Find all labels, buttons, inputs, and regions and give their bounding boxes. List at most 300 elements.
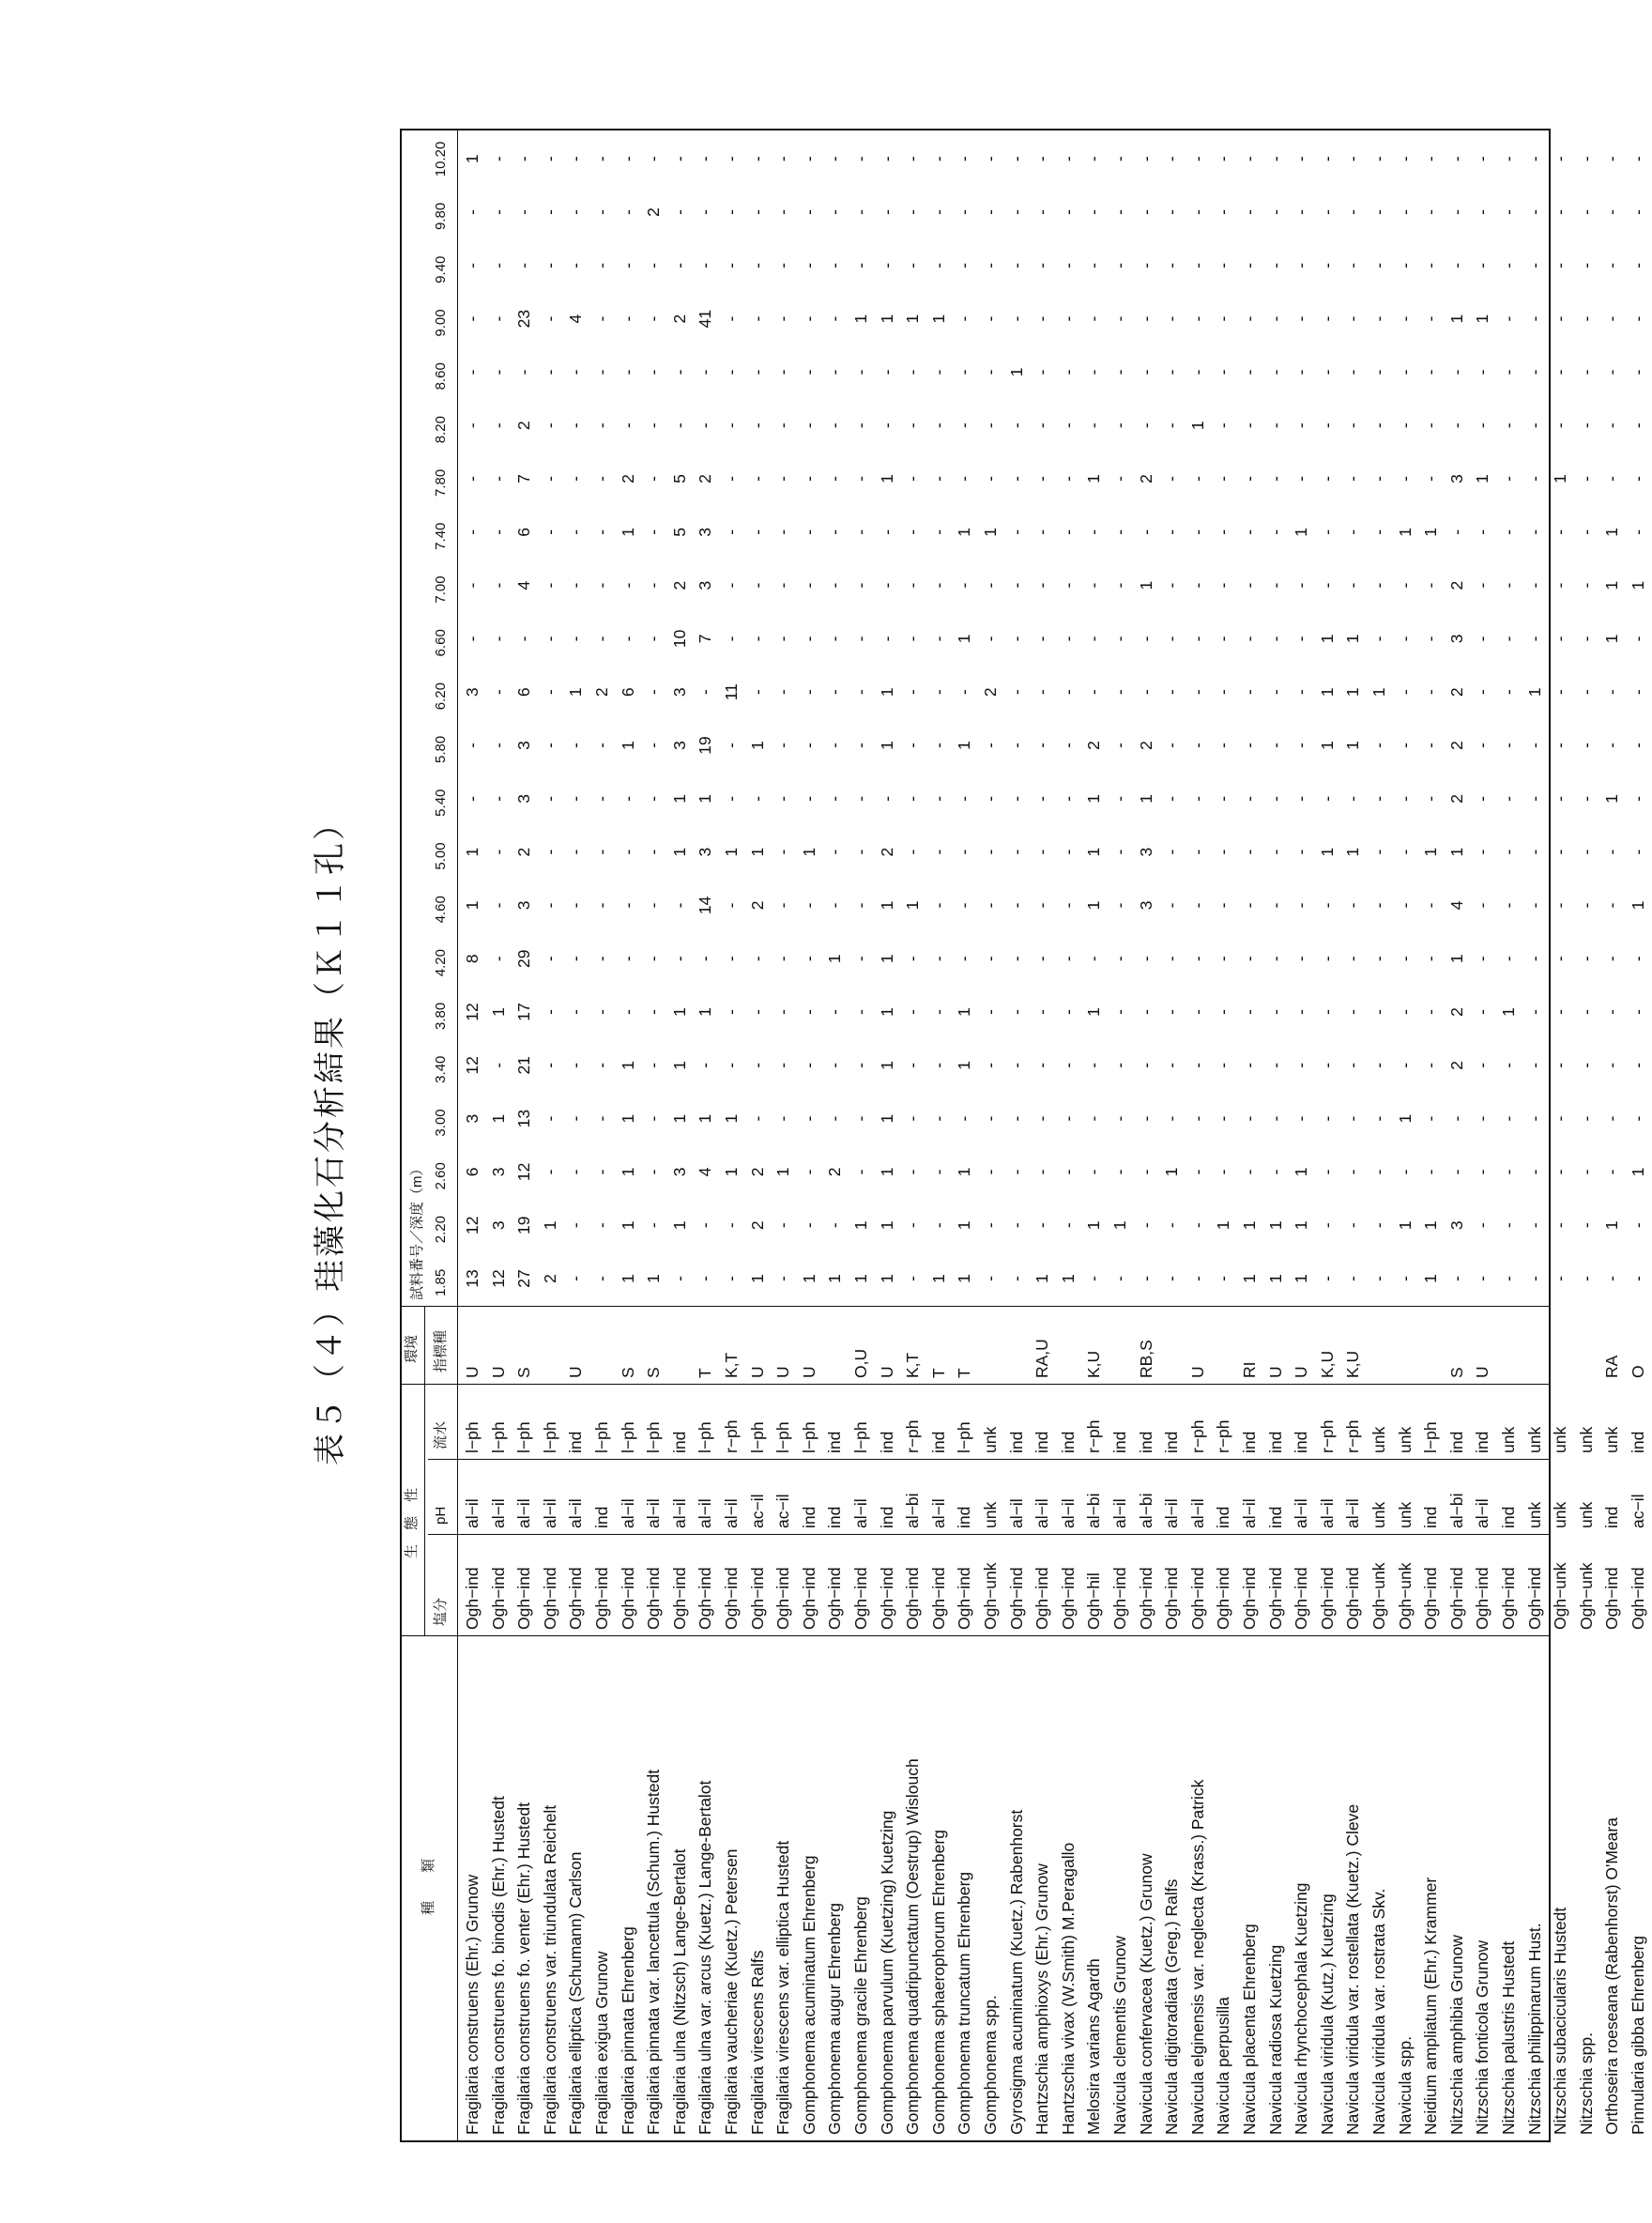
count-value: - bbox=[696, 422, 715, 429]
depth-label: 1.85 bbox=[433, 1268, 449, 1296]
count-value: - bbox=[1395, 1169, 1415, 1175]
count-value: - bbox=[1032, 689, 1052, 696]
depth-label: 10.20 bbox=[433, 141, 449, 177]
count-value: - bbox=[1240, 1009, 1259, 1015]
ph-value: al−il bbox=[669, 1498, 689, 1528]
count-value: - bbox=[1369, 529, 1388, 535]
count-value: - bbox=[540, 315, 559, 322]
species-name: Navicula viridula (Kutz.) Kuetzing bbox=[1317, 1893, 1337, 2135]
ph-value: al−il bbox=[1006, 1498, 1026, 1528]
salinity-value: Ogh−ind bbox=[799, 1567, 818, 1630]
count-value: - bbox=[1214, 529, 1233, 535]
depth-label: 8.60 bbox=[433, 362, 449, 391]
count-value: 1 bbox=[1395, 527, 1415, 537]
count-value: - bbox=[1214, 582, 1233, 589]
count-value: - bbox=[1058, 529, 1078, 535]
count-value: - bbox=[592, 209, 611, 215]
count-value: - bbox=[1317, 902, 1337, 909]
count-value: - bbox=[928, 422, 948, 429]
table-row bbox=[1626, 130, 1652, 2140]
count-value: - bbox=[1240, 582, 1259, 589]
count-value: - bbox=[1343, 1115, 1363, 1122]
count-value: - bbox=[1110, 689, 1129, 696]
count-value: - bbox=[1240, 315, 1259, 322]
count-value: - bbox=[1292, 476, 1311, 482]
count-value: - bbox=[1473, 422, 1492, 429]
count-value: - bbox=[463, 369, 482, 376]
count-value: - bbox=[1006, 956, 1026, 962]
count-value: - bbox=[1317, 476, 1337, 482]
current-value: l−ph bbox=[696, 1421, 715, 1453]
count-value: 7 bbox=[514, 474, 534, 483]
count-value: - bbox=[1240, 369, 1259, 376]
count-value: - bbox=[1058, 1115, 1078, 1122]
ph-value: al−il bbox=[644, 1498, 664, 1528]
count-value: - bbox=[1629, 1009, 1647, 1015]
count-value: - bbox=[540, 422, 559, 429]
count-value: - bbox=[1214, 956, 1233, 962]
count-value: - bbox=[1006, 529, 1026, 535]
count-value: - bbox=[1136, 369, 1155, 376]
indicator-value: RA bbox=[1602, 1355, 1622, 1378]
count-value: - bbox=[669, 902, 689, 909]
count-value: - bbox=[1265, 743, 1285, 748]
count-value: - bbox=[1032, 262, 1052, 268]
count-value: - bbox=[799, 1009, 818, 1015]
count-value: 1 bbox=[669, 847, 689, 857]
count-value: - bbox=[1551, 1169, 1570, 1175]
depth-label: 5.40 bbox=[433, 789, 449, 817]
count-value: 1 bbox=[955, 527, 974, 537]
count-value: - bbox=[1473, 209, 1492, 215]
indicator-value: RI bbox=[1240, 1361, 1259, 1378]
count-value: 1 bbox=[488, 1007, 508, 1017]
count-value: - bbox=[1110, 1169, 1129, 1175]
count-value: - bbox=[1499, 795, 1518, 802]
count-value: - bbox=[463, 743, 482, 748]
current-value: ind bbox=[669, 1431, 689, 1453]
count-value: - bbox=[1032, 422, 1052, 429]
count-value: - bbox=[877, 582, 896, 589]
indicator-value: T bbox=[955, 1368, 974, 1378]
count-value: - bbox=[1265, 582, 1285, 589]
count-value: - bbox=[1058, 956, 1078, 962]
count-value: - bbox=[1524, 315, 1544, 322]
count-value: - bbox=[981, 315, 1000, 322]
count-value: - bbox=[1110, 422, 1129, 429]
count-value: - bbox=[1421, 582, 1441, 589]
count-value: - bbox=[1058, 476, 1078, 482]
count-value: - bbox=[1162, 1062, 1182, 1068]
count-value: 1 bbox=[1084, 793, 1104, 804]
count-value: - bbox=[1551, 422, 1570, 429]
count-value: - bbox=[618, 902, 637, 909]
count-value: - bbox=[540, 636, 559, 642]
count-value: 2 bbox=[1446, 1007, 1466, 1017]
count-value: 4 bbox=[514, 580, 534, 590]
count-value: - bbox=[877, 156, 896, 162]
count-value: 1 bbox=[1602, 793, 1622, 804]
count-value: - bbox=[1265, 1062, 1285, 1068]
count-value: - bbox=[773, 795, 793, 802]
count-value: - bbox=[1576, 1222, 1596, 1229]
current-value: r−ph bbox=[1187, 1419, 1207, 1453]
count-value: - bbox=[1006, 209, 1026, 215]
count-value: 1 bbox=[877, 1060, 896, 1070]
count-value: - bbox=[773, 636, 793, 642]
salinity-value: Ogh−ind bbox=[1058, 1567, 1078, 1630]
salinity-value: Ogh−ind bbox=[1473, 1567, 1492, 1630]
count-value: - bbox=[1317, 315, 1337, 322]
salinity-value: Ogh−ind bbox=[1317, 1567, 1337, 1630]
count-value: - bbox=[1576, 1169, 1596, 1175]
count-value: - bbox=[1032, 956, 1052, 962]
count-value: - bbox=[644, 582, 664, 589]
current-value: unk bbox=[1499, 1426, 1518, 1453]
count-value: - bbox=[1136, 262, 1155, 268]
count-value: - bbox=[1524, 795, 1544, 802]
count-value: - bbox=[592, 369, 611, 376]
count-value: - bbox=[540, 849, 559, 855]
table-row bbox=[1445, 130, 1471, 2140]
count-value: - bbox=[1136, 956, 1155, 962]
count-value: - bbox=[1576, 156, 1596, 162]
count-value: 1 bbox=[463, 900, 482, 911]
table-row bbox=[1393, 130, 1419, 2140]
count-value: - bbox=[1214, 636, 1233, 642]
count-value: - bbox=[773, 422, 793, 429]
count-value: - bbox=[1292, 315, 1311, 322]
count-value: - bbox=[1292, 795, 1311, 802]
count-value: - bbox=[1395, 209, 1415, 215]
ph-value: al−il bbox=[540, 1498, 559, 1528]
count-value: - bbox=[877, 369, 896, 376]
indicator-value: O bbox=[1629, 1365, 1647, 1378]
count-value: - bbox=[1576, 849, 1596, 855]
count-value: 1 bbox=[1602, 634, 1622, 644]
count-value: - bbox=[644, 156, 664, 162]
count-value: - bbox=[1524, 476, 1544, 482]
count-value: - bbox=[1214, 369, 1233, 376]
count-value: - bbox=[903, 956, 923, 962]
count-value: - bbox=[488, 529, 508, 535]
count-value: - bbox=[540, 369, 559, 376]
ph-value: al−il bbox=[1240, 1498, 1259, 1528]
count-value: 17 bbox=[514, 1003, 534, 1021]
species-name: Fragilaria construens fo. binodis (Ehr.) Hustedt bbox=[488, 1796, 508, 2135]
count-value: - bbox=[1058, 369, 1078, 376]
count-value: - bbox=[1187, 1169, 1207, 1175]
ph-value: al−il bbox=[1032, 1498, 1052, 1528]
count-value: - bbox=[1343, 902, 1363, 909]
count-value: - bbox=[1136, 689, 1155, 696]
count-value: - bbox=[1602, 1062, 1622, 1068]
count-value: - bbox=[1499, 1169, 1518, 1175]
table-row bbox=[1599, 130, 1626, 2140]
count-value: - bbox=[1629, 369, 1647, 376]
count-value: - bbox=[1499, 209, 1518, 215]
count-value: - bbox=[1602, 156, 1622, 162]
count-value: - bbox=[928, 156, 948, 162]
count-value: - bbox=[1162, 315, 1182, 322]
count-value: - bbox=[1162, 956, 1182, 962]
count-value: - bbox=[1110, 262, 1129, 268]
salinity-value: Ogh−ind bbox=[903, 1567, 923, 1630]
count-value: - bbox=[592, 1169, 611, 1175]
count-value: 1 bbox=[1084, 900, 1104, 911]
count-value: - bbox=[592, 743, 611, 748]
count-value: - bbox=[1265, 476, 1285, 482]
count-value: - bbox=[981, 902, 1000, 909]
count-value: - bbox=[747, 156, 767, 162]
count-value: - bbox=[592, 582, 611, 589]
ph-value: unk bbox=[1576, 1501, 1596, 1528]
table-header bbox=[402, 130, 458, 2140]
count-value: - bbox=[1187, 262, 1207, 268]
count-value: - bbox=[1499, 1222, 1518, 1229]
count-value: - bbox=[773, 743, 793, 748]
count-value: - bbox=[1136, 1115, 1155, 1122]
count-value: - bbox=[747, 582, 767, 589]
count-value: - bbox=[1058, 582, 1078, 589]
count-value: - bbox=[1421, 1062, 1441, 1068]
count-value: - bbox=[1499, 369, 1518, 376]
count-value: - bbox=[618, 369, 637, 376]
count-value: - bbox=[644, 956, 664, 962]
count-value: - bbox=[1576, 315, 1596, 322]
count-value: - bbox=[1162, 156, 1182, 162]
count-value: - bbox=[928, 582, 948, 589]
count-value: 1 bbox=[955, 1007, 974, 1017]
count-value: - bbox=[1006, 849, 1026, 855]
count-value: 1 bbox=[669, 1007, 689, 1017]
count-value: - bbox=[1058, 689, 1078, 696]
count-value: - bbox=[1214, 1115, 1233, 1122]
count-value: - bbox=[1265, 1009, 1285, 1015]
count-value: - bbox=[1110, 156, 1129, 162]
species-name: Nitzschia palustris Hustedt bbox=[1499, 1940, 1518, 2135]
count-value: - bbox=[825, 1115, 845, 1122]
depth-label: 5.80 bbox=[433, 735, 449, 763]
species-name: Gomphonema parvulum (Kuetzing) Kuetzing bbox=[877, 1810, 896, 2135]
count-value: - bbox=[825, 262, 845, 268]
count-value: - bbox=[903, 795, 923, 802]
count-value: 1 bbox=[1499, 1007, 1518, 1017]
count-value: - bbox=[799, 1062, 818, 1068]
count-value: - bbox=[1214, 1169, 1233, 1175]
count-value: 3 bbox=[1446, 474, 1466, 483]
count-value: - bbox=[1032, 636, 1052, 642]
count-value: - bbox=[928, 689, 948, 696]
count-value: - bbox=[1524, 582, 1544, 589]
count-value: - bbox=[981, 636, 1000, 642]
count-value: - bbox=[747, 1062, 767, 1068]
count-value: 1 bbox=[1032, 1274, 1052, 1283]
salinity-value: Ogh−ind bbox=[1421, 1567, 1441, 1630]
count-value: 1 bbox=[1240, 1220, 1259, 1231]
count-value: - bbox=[1317, 209, 1337, 215]
count-value: - bbox=[618, 956, 637, 962]
count-value: 19 bbox=[514, 1216, 534, 1234]
count-value: - bbox=[1421, 689, 1441, 696]
count-value: 1 bbox=[696, 1113, 715, 1124]
count-value: - bbox=[773, 956, 793, 962]
count-value: - bbox=[1421, 636, 1441, 642]
count-value: - bbox=[1395, 795, 1415, 802]
count-value: - bbox=[928, 795, 948, 802]
count-value: - bbox=[696, 1276, 715, 1281]
count-value: - bbox=[1265, 636, 1285, 642]
ph-value: ind bbox=[1421, 1506, 1441, 1528]
count-value: - bbox=[1551, 369, 1570, 376]
count-value: - bbox=[799, 422, 818, 429]
count-value: - bbox=[566, 1062, 586, 1068]
count-value: - bbox=[1032, 849, 1052, 855]
indicator-value: U bbox=[799, 1366, 818, 1378]
count-value: - bbox=[1524, 262, 1544, 268]
count-value: - bbox=[1032, 476, 1052, 482]
table-row bbox=[1574, 130, 1600, 2140]
count-value: 1 bbox=[669, 1060, 689, 1070]
count-value: - bbox=[955, 582, 974, 589]
count-value: - bbox=[1629, 636, 1647, 642]
count-value: - bbox=[1551, 636, 1570, 642]
species-name: Nitzschia amphibia Grunow bbox=[1446, 1934, 1466, 2135]
species-name: Fragilaria ulna (Nitzsch) Lange-Bertalot bbox=[669, 1848, 689, 2135]
count-value: - bbox=[669, 422, 689, 429]
count-value: - bbox=[981, 156, 1000, 162]
count-value: - bbox=[488, 209, 508, 215]
count-value: - bbox=[773, 1009, 793, 1015]
current-value: ind bbox=[825, 1431, 845, 1453]
count-value: - bbox=[618, 795, 637, 802]
ecology-header: 生 態 性 bbox=[404, 1487, 420, 1558]
current-value: unk bbox=[1395, 1426, 1415, 1453]
table-row bbox=[1496, 130, 1522, 2140]
count-value: - bbox=[1369, 582, 1388, 589]
count-value: 1 bbox=[1473, 314, 1492, 324]
count-value: - bbox=[773, 689, 793, 696]
count-value: 1 bbox=[877, 1167, 896, 1177]
count-value: 12 bbox=[514, 1162, 534, 1182]
depth-label: 4.20 bbox=[433, 949, 449, 977]
current-header: 流水 bbox=[433, 1420, 449, 1449]
count-value: - bbox=[722, 369, 741, 376]
count-value: - bbox=[955, 422, 974, 429]
count-value: - bbox=[722, 582, 741, 589]
count-value: - bbox=[928, 1115, 948, 1122]
salinity-value: Ogh−ind bbox=[1446, 1567, 1466, 1630]
count-value: - bbox=[1187, 209, 1207, 215]
count-value: - bbox=[1265, 849, 1285, 855]
count-value: - bbox=[825, 315, 845, 322]
count-value: - bbox=[1369, 422, 1388, 429]
ph-value: al−il bbox=[1343, 1498, 1363, 1528]
count-value: - bbox=[1084, 1169, 1104, 1175]
count-value: - bbox=[1162, 743, 1182, 748]
count-value: - bbox=[1602, 1276, 1622, 1281]
count-value: - bbox=[1524, 1062, 1544, 1068]
count-value: - bbox=[1421, 743, 1441, 748]
count-value: - bbox=[566, 795, 586, 802]
count-value: - bbox=[1214, 422, 1233, 429]
count-value: - bbox=[1240, 529, 1259, 535]
count-value: - bbox=[566, 956, 586, 962]
count-value: 1 bbox=[1292, 1274, 1311, 1283]
count-value: - bbox=[1084, 262, 1104, 268]
depth-label: 7.80 bbox=[433, 468, 449, 497]
count-value: - bbox=[1629, 1062, 1647, 1068]
count-value: - bbox=[1343, 1222, 1363, 1229]
count-value: - bbox=[773, 1222, 793, 1229]
count-value: 1 bbox=[877, 741, 896, 750]
count-value: - bbox=[514, 156, 534, 162]
count-value: - bbox=[1292, 156, 1311, 162]
indicator-value: S bbox=[644, 1367, 664, 1378]
count-value: - bbox=[903, 689, 923, 696]
count-value: - bbox=[1058, 1222, 1078, 1229]
count-value: - bbox=[903, 1276, 923, 1281]
count-value: - bbox=[928, 849, 948, 855]
table-row bbox=[693, 130, 719, 2140]
count-value: - bbox=[644, 1115, 664, 1122]
count-value: - bbox=[592, 1222, 611, 1229]
count-value: - bbox=[1162, 476, 1182, 482]
count-value: - bbox=[463, 315, 482, 322]
count-value: 1 bbox=[877, 900, 896, 911]
count-value: - bbox=[696, 369, 715, 376]
count-value: - bbox=[747, 529, 767, 535]
count-value: - bbox=[1395, 156, 1415, 162]
count-value: 3 bbox=[669, 1167, 689, 1177]
count-value: - bbox=[851, 636, 870, 642]
count-value: - bbox=[903, 209, 923, 215]
count-value: - bbox=[1395, 476, 1415, 482]
count-value: - bbox=[1136, 1009, 1155, 1015]
count-value: - bbox=[644, 369, 664, 376]
count-value: 1 bbox=[618, 1113, 637, 1124]
count-value: - bbox=[1551, 849, 1570, 855]
table-row bbox=[1211, 130, 1237, 2140]
count-value: - bbox=[1240, 689, 1259, 696]
count-value: - bbox=[1162, 262, 1182, 268]
count-value: - bbox=[1032, 743, 1052, 748]
count-value: - bbox=[1551, 956, 1570, 962]
count-value: - bbox=[981, 1062, 1000, 1068]
count-value: - bbox=[722, 1062, 741, 1068]
current-value: ind bbox=[1292, 1431, 1311, 1453]
count-value: - bbox=[1265, 422, 1285, 429]
count-value: - bbox=[955, 315, 974, 322]
count-value: - bbox=[1265, 209, 1285, 215]
count-value: - bbox=[488, 476, 508, 482]
count-value: 1 bbox=[1602, 580, 1622, 590]
count-value: - bbox=[773, 315, 793, 322]
table-row bbox=[1237, 130, 1263, 2140]
salinity-value: Ogh−ind bbox=[1602, 1567, 1622, 1630]
count-value: 3 bbox=[514, 741, 534, 750]
current-value: l−ph bbox=[747, 1421, 767, 1453]
count-value: - bbox=[1602, 315, 1622, 322]
count-value: - bbox=[1214, 1062, 1233, 1068]
depth-label: 7.40 bbox=[433, 522, 449, 550]
species-name: Navicula radiosa Kuetzing bbox=[1265, 1944, 1285, 2135]
count-value: - bbox=[1032, 582, 1052, 589]
species-name: Fragilaria exigua Grunow bbox=[592, 1951, 611, 2135]
depth-label: 7.00 bbox=[433, 575, 449, 604]
count-value: - bbox=[1524, 1169, 1544, 1175]
count-value: - bbox=[1421, 156, 1441, 162]
